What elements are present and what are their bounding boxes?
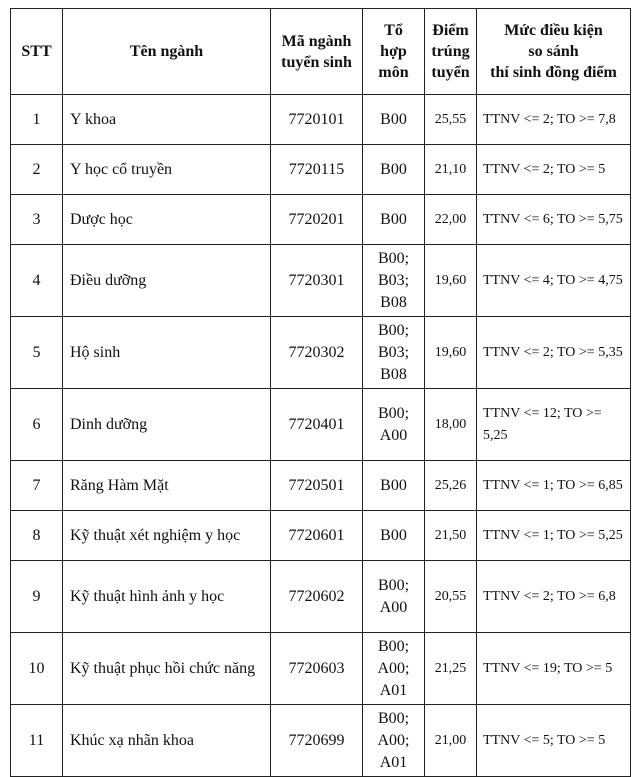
to-hop-item: B08 — [380, 365, 407, 383]
to-hop-item: A00 — [379, 598, 408, 616]
ten-nganh-cell: Kỹ thuật phục hồi chức năng — [63, 633, 271, 705]
stt-cell: 1 — [11, 95, 63, 145]
to-hop-cell — [363, 561, 425, 633]
to-hop-item: B00; — [377, 321, 410, 339]
ma-nganh-cell: 7720302 — [271, 317, 363, 389]
to-hop-item: A01 — [379, 753, 408, 771]
header-ten-nganh: Tên ngành — [63, 9, 271, 95]
diem-trung-tuyen-cell: 21,00 — [425, 705, 477, 777]
ten-nganh-cell: Khúc xạ nhãn khoa — [63, 705, 271, 777]
ten-nganh-cell: Y khoa — [63, 95, 271, 145]
diem-trung-tuyen-cell: 25,55 — [425, 95, 477, 145]
table-row — [11, 95, 631, 145]
document-page — [10, 8, 631, 777]
table-row — [11, 705, 631, 777]
diem-trung-tuyen-cell: 18,00 — [425, 389, 477, 461]
header-diem-line: tuyển — [431, 64, 470, 81]
ten-nganh-cell: Kỹ thuật xét nghiệm y học — [63, 511, 271, 561]
ma-nganh-cell: 7720401 — [271, 389, 363, 461]
to-hop-item: B00 — [380, 160, 407, 178]
ma-nganh-cell: 7720101 — [271, 95, 363, 145]
header-to-hop — [363, 9, 425, 95]
muc-dieu-kien-cell: TTNV <= 4; TO >= 4,75 — [477, 245, 631, 317]
to-hop-cell — [363, 389, 425, 461]
ten-nganh-cell: Y học cổ truyền — [63, 145, 271, 195]
table-row — [11, 245, 631, 317]
header-ma-nganh — [271, 9, 363, 95]
header-muc-dieu-kien — [477, 9, 631, 95]
to-hop-item: B00 — [380, 110, 407, 128]
muc-dieu-kien-cell: TTNV <= 6; TO >= 5,75 — [477, 195, 631, 245]
header-diem-line: trúng — [431, 43, 470, 60]
stt-cell: 2 — [11, 145, 63, 195]
ten-nganh-cell: Điều dưỡng — [63, 245, 271, 317]
table-row — [11, 633, 631, 705]
to-hop-item: B03; — [377, 343, 410, 361]
to-hop-item: B00; — [377, 404, 410, 422]
ma-nganh-cell: 7720115 — [271, 145, 363, 195]
header-muc-line: so sánh — [528, 43, 579, 60]
table-row — [11, 195, 631, 245]
table-header-row — [11, 9, 631, 95]
to-hop-cell — [363, 705, 425, 777]
to-hop-item: B00 — [380, 210, 407, 228]
ma-nganh-cell: 7720601 — [271, 511, 363, 561]
to-hop-item: B00 — [380, 526, 407, 544]
table-row — [11, 561, 631, 633]
muc-dieu-kien-cell: TTNV <= 2; TO >= 6,8 — [477, 561, 631, 633]
to-hop-item: B03; — [377, 271, 410, 289]
muc-dieu-kien-cell: TTNV <= 2; TO >= 7,8 — [477, 95, 631, 145]
to-hop-cell — [363, 145, 425, 195]
header-stt: STT — [11, 9, 63, 95]
to-hop-item: A00; — [377, 659, 410, 677]
diem-trung-tuyen-cell: 19,60 — [425, 317, 477, 389]
table-row — [11, 145, 631, 195]
to-hop-item: A00 — [379, 426, 408, 444]
to-hop-item: B08 — [380, 293, 407, 311]
to-hop-cell — [363, 195, 425, 245]
ma-nganh-cell: 7720201 — [271, 195, 363, 245]
to-hop-cell — [363, 245, 425, 317]
to-hop-cell — [363, 95, 425, 145]
muc-dieu-kien-cell: TTNV <= 5; TO >= 5 — [477, 705, 631, 777]
muc-dieu-kien-cell: TTNV <= 2; TO >= 5,35 — [477, 317, 631, 389]
to-hop-item: A00; — [377, 731, 410, 749]
table-row — [11, 389, 631, 461]
muc-dieu-kien-cell: TTNV <= 1; TO >= 6,85 — [477, 461, 631, 511]
to-hop-item: B00; — [377, 709, 410, 727]
header-to-hop-line: hợp — [380, 43, 407, 60]
admission-scores-table — [10, 8, 631, 777]
stt-cell: 8 — [11, 511, 63, 561]
to-hop-item: B00; — [377, 637, 410, 655]
header-muc-line: Mức điều kiện — [504, 22, 603, 39]
diem-trung-tuyen-cell: 21,50 — [425, 511, 477, 561]
muc-dieu-kien-cell: TTNV <= 1; TO >= 5,25 — [477, 511, 631, 561]
stt-cell: 4 — [11, 245, 63, 317]
diem-trung-tuyen-cell: 19,60 — [425, 245, 477, 317]
stt-cell: 7 — [11, 461, 63, 511]
to-hop-item: A01 — [379, 681, 408, 699]
ma-nganh-cell: 7720699 — [271, 705, 363, 777]
ma-nganh-cell: 7720602 — [271, 561, 363, 633]
ten-nganh-cell: Hộ sinh — [63, 317, 271, 389]
header-muc-line: thí sinh đồng điểm — [490, 64, 617, 81]
stt-cell: 9 — [11, 561, 63, 633]
stt-cell: 11 — [11, 705, 63, 777]
muc-dieu-kien-cell: TTNV <= 12; TO >= 5,25 — [477, 389, 631, 461]
header-to-hop-line: Tổ — [384, 22, 403, 39]
ma-nganh-cell: 7720501 — [271, 461, 363, 511]
diem-trung-tuyen-cell: 20,55 — [425, 561, 477, 633]
header-diem-line: Điểm — [432, 22, 469, 39]
ten-nganh-cell: Dược học — [63, 195, 271, 245]
to-hop-cell — [363, 317, 425, 389]
to-hop-item: B00 — [380, 476, 407, 494]
to-hop-cell — [363, 633, 425, 705]
diem-trung-tuyen-cell: 25,26 — [425, 461, 477, 511]
table-row — [11, 317, 631, 389]
to-hop-item: B00; — [377, 249, 410, 267]
ma-nganh-cell: 7720301 — [271, 245, 363, 317]
table-row — [11, 511, 631, 561]
diem-trung-tuyen-cell: 21,25 — [425, 633, 477, 705]
stt-cell: 3 — [11, 195, 63, 245]
stt-cell: 10 — [11, 633, 63, 705]
to-hop-cell — [363, 511, 425, 561]
ten-nganh-cell: Răng Hàm Mặt — [63, 461, 271, 511]
to-hop-cell — [363, 461, 425, 511]
diem-trung-tuyen-cell: 21,10 — [425, 145, 477, 195]
diem-trung-tuyen-cell: 22,00 — [425, 195, 477, 245]
muc-dieu-kien-cell: TTNV <= 19; TO >= 5 — [477, 633, 631, 705]
muc-dieu-kien-cell: TTNV <= 2; TO >= 5 — [477, 145, 631, 195]
stt-cell: 5 — [11, 317, 63, 389]
stt-cell: 6 — [11, 389, 63, 461]
ten-nganh-cell: Dinh dưỡng — [63, 389, 271, 461]
header-to-hop-line: môn — [378, 64, 409, 81]
ma-nganh-cell: 7720603 — [271, 633, 363, 705]
table-body — [11, 95, 631, 777]
header-diem — [425, 9, 477, 95]
to-hop-item: B00; — [377, 576, 410, 594]
table-row — [11, 461, 631, 511]
header-ma-nganh-line: tuyển sinh — [281, 53, 352, 71]
ten-nganh-cell: Kỹ thuật hình ảnh y học — [63, 561, 271, 633]
header-ma-nganh-line: Mã ngành — [281, 32, 352, 50]
